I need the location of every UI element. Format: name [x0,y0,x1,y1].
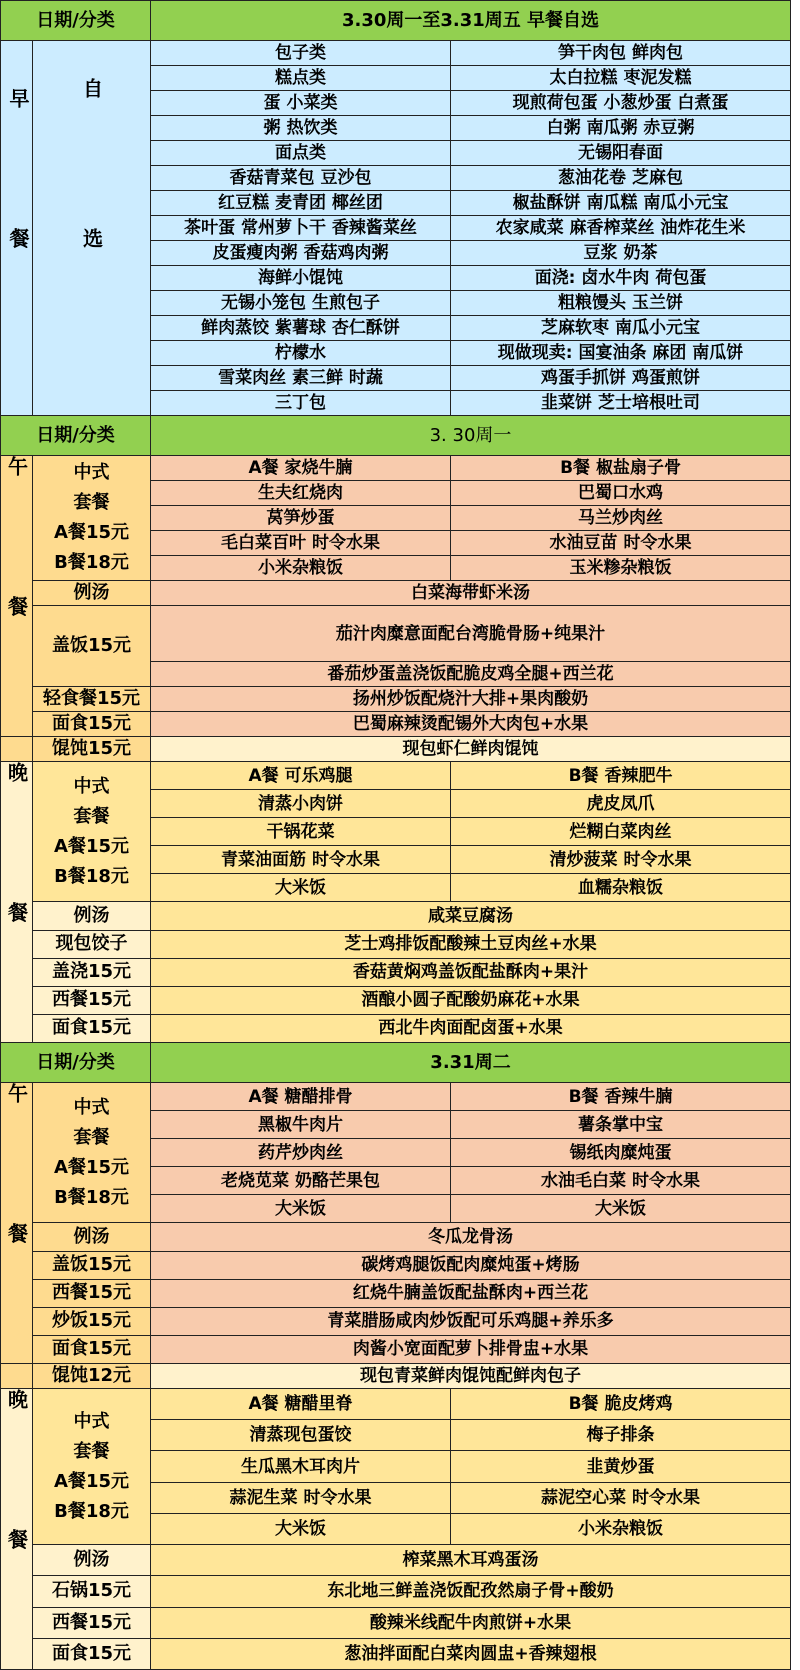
breakfast-item-left: 粥 热饮类 [151,116,451,141]
wonton-label: 馄饨15元 [33,737,151,762]
breakfast-item-left: 皮蛋瘦肉粥 香菇鸡肉粥 [151,241,451,266]
lunch-item-b: B餐 椒盐扇子骨 [451,456,791,481]
day2-lunch-side-text: 午餐 [4,1083,29,1363]
breakfast-side-label [1,41,33,416]
lunch-item-a: 老烧苋菜 奶酪芒果包 [151,1167,451,1195]
day1-dinner-extra-row [1,958,791,986]
day1-lunch-extra-row [1,687,791,712]
breakfast-item-left: 鲜肉蒸饺 紫薯球 杏仁酥饼 [151,316,451,341]
extra-item: 榨菜黑木耳鸡蛋汤 [151,1545,791,1576]
set-label-line: 套餐 [73,1126,110,1148]
header-label: 日期/分类 [1,1,151,41]
breakfast-item-right: 椒盐酥饼 南瓜糕 南瓜小元宝 [451,191,791,216]
lunch-item-a: 毛白菜百叶 时令水果 [151,531,451,556]
breakfast-item-right: 无锡阳春面 [451,141,791,166]
extra-label: 面食15元 [33,1014,151,1042]
lunch-item-a: 药芹炒肉丝 [151,1139,451,1167]
day1-dinner-extra-row [1,930,791,958]
set-label-line: B餐18元 [54,1186,129,1208]
breakfast-category-label [33,41,151,416]
day2-dinner-set-label [33,1389,151,1545]
set-label-line: B餐18元 [54,865,129,887]
breakfast-header-row [1,1,791,41]
dinner-item-a: A餐 可乐鸡腿 [151,762,451,790]
breakfast-item-right: 芝麻软枣 南瓜小元宝 [451,316,791,341]
set-label-line: A餐15元 [54,835,129,857]
day2-lunch-extra-row [1,1307,791,1335]
breakfast-item-right: 笋干肉包 鲜肉包 [451,41,791,66]
lunch-item-a: 莴笋炒蛋 [151,506,451,531]
breakfast-item-right: 鸡蛋手抓饼 鸡蛋煎饼 [451,366,791,391]
day2-lunch-set-label [33,1083,151,1223]
day1-lunch-set-row [1,456,791,481]
dinner-item-b: 虎皮凤爪 [451,790,791,818]
wonton-item: 现包虾仁鲜肉馄饨 [151,737,791,762]
set-label-line: A餐15元 [54,522,129,543]
day2-header-row [1,1043,791,1083]
soup-label: 例汤 [33,581,151,606]
dinner-item-b: B餐 脆皮烤鸡 [451,1389,791,1420]
header-label: 日期/分类 [1,1043,151,1083]
set-label-line: 套餐 [73,1440,110,1462]
day2-dinner-side-label [1,1389,33,1670]
dinner-item-a: 大米饭 [151,874,451,902]
extra-label: 例汤 [33,1545,151,1576]
extra-item: 扬州炒饭配烧汁大排+果肉酸奶 [151,687,791,712]
day1-dinner-set-row [1,762,791,790]
dinner-item-a: 大米饭 [151,1513,451,1544]
dinner-item-a: A餐 糖醋里脊 [151,1389,451,1420]
dinner-item-b: 梅子排条 [451,1420,791,1451]
day2-dinner-extra-row [1,1545,791,1576]
extra-item: 红烧牛腩盖饭配盐酥肉+西兰花 [151,1279,791,1307]
breakfast-item-left: 包子类 [151,41,451,66]
extra-label: 西餐15元 [33,1279,151,1307]
day1-wonton-row [1,737,791,762]
extra-label: 轻食餐15元 [33,687,151,712]
set-label-line: A餐15元 [54,1470,129,1492]
day1-lunch-side-text: 午餐 [4,456,29,736]
breakfast-item-right: 现煎荷包蛋 小葱炒蛋 白煮蛋 [451,91,791,116]
header-label: 日期/分类 [1,416,151,456]
breakfast-item-left: 香菇青菜包 豆沙包 [151,166,451,191]
day2-dinner-extra-row [1,1607,791,1638]
dinner-item-a: 青菜油面筋 时令水果 [151,846,451,874]
extra-item: 冬瓜龙骨汤 [151,1223,791,1251]
set-label-line: B餐18元 [54,552,129,573]
day2-wonton-row [1,1364,791,1389]
day1-dinner-extra-row [1,902,791,930]
breakfast-row [1,41,791,66]
wonton-item: 现包青菜鲜肉馄饨配鲜肉包子 [151,1364,791,1389]
day1-lunch-extra-row [1,712,791,737]
extra-label: 面食15元 [33,1638,151,1669]
extra-item: 酒酿小圆子配酸奶麻花+水果 [151,986,791,1014]
breakfast-item-left: 红豆糕 麦青团 椰丝团 [151,191,451,216]
extra-item: 酸辣米线配牛肉煎饼+水果 [151,1607,791,1638]
breakfast-item-left: 无锡小笼包 生煎包子 [151,291,451,316]
set-label-line: 套餐 [73,805,110,827]
set-label-line: 中式 [73,775,110,797]
extra-item: 巴蜀麻辣烫配锡外大肉包+水果 [151,712,791,737]
breakfast-item-left: 蛋 小菜类 [151,91,451,116]
breakfast-item-left: 糕点类 [151,66,451,91]
set-label-line: 套餐 [73,492,110,513]
breakfast-item-right: 豆浆 奶茶 [451,241,791,266]
extra-item: 香菇黄焖鸡盖饭配盐酥肉+果汁 [151,958,791,986]
breakfast-item-left: 面点类 [151,141,451,166]
rice-item: 番茄炒蛋盖浇饭配脆皮鸡全腿+西兰花 [151,662,791,687]
extra-label: 例汤 [33,1223,151,1251]
day2-lunch-extra-row [1,1279,791,1307]
lunch-item-a: A餐 糖醋排骨 [151,1083,451,1111]
lunch-item-a: 生夫红烧肉 [151,481,451,506]
breakfast-item-left: 三丁包 [151,391,451,416]
day2-dinner-extra-row [1,1576,791,1607]
dinner-item-b: 韭黄炒蛋 [451,1451,791,1482]
lunch-item-b: 水油毛白菜 时令水果 [451,1167,791,1195]
day1-lunch-rice-row [1,606,791,662]
extra-label: 炒饭15元 [33,1307,151,1335]
breakfast-item-right: 粗粮馒头 玉兰饼 [451,291,791,316]
spacer-cell [1,1364,33,1389]
rice-item: 茄汁肉糜意面配台湾脆骨肠+纯果汁 [151,606,791,662]
day1-dinner-extra-row [1,986,791,1014]
day2-dinner-extra-row [1,1638,791,1669]
breakfast-item-left: 海鲜小馄饨 [151,266,451,291]
soup-item: 白菜海带虾米汤 [151,581,791,606]
dinner-item-a: 清蒸小肉饼 [151,790,451,818]
extra-item: 咸菜豆腐汤 [151,902,791,930]
day1-lunch-side-label [1,456,33,737]
extra-label: 面食15元 [33,712,151,737]
day2-lunch-extra-row [1,1335,791,1363]
set-label-line: B餐18元 [54,1500,129,1522]
set-label-line: 中式 [73,1096,110,1118]
dinner-item-b: B餐 香辣肥牛 [451,762,791,790]
dinner-item-a: 清蒸现包蛋饺 [151,1420,451,1451]
extra-item: 芝士鸡排饭配酸辣土豆肉丝+水果 [151,930,791,958]
day2-date: 3.31周二 [151,1043,791,1083]
lunch-item-a: A餐 家烧牛腩 [151,456,451,481]
extra-label: 盖浇15元 [33,958,151,986]
extra-label: 盖饭15元 [33,1251,151,1279]
dinner-item-a: 生瓜黑木耳肉片 [151,1451,451,1482]
dinner-item-b: 小米杂粮饭 [451,1513,791,1544]
breakfast-item-right: 韭菜饼 芝士培根吐司 [451,391,791,416]
breakfast-title: 3.30周一至3.31周五 早餐自选 [151,1,791,41]
lunch-item-b: B餐 香辣牛腩 [451,1083,791,1111]
dinner-item-b: 血糯杂粮饭 [451,874,791,902]
extra-label: 西餐15元 [33,1607,151,1638]
breakfast-item-left: 茶叶蛋 常州萝卜干 香辣酱菜丝 [151,216,451,241]
breakfast-item-right: 葱油花卷 芝麻包 [451,166,791,191]
extra-item: 碳烤鸡腿饭配肉糜炖蛋+烤肠 [151,1251,791,1279]
dinner-item-b: 蒜泥空心菜 时令水果 [451,1482,791,1513]
lunch-item-a: 大米饭 [151,1195,451,1223]
dinner-item-a: 干锅花菜 [151,818,451,846]
set-label-line: A餐15元 [54,1156,129,1178]
day2-lunch-set-row [1,1083,791,1111]
lunch-item-a: 黑椒牛肉片 [151,1111,451,1139]
extra-item: 青菜腊肠咸肉炒饭配可乐鸡腿+养乐多 [151,1307,791,1335]
breakfast-category-text: 自选 [79,78,104,378]
day2-dinner-set-row [1,1389,791,1420]
breakfast-item-left: 柠檬水 [151,341,451,366]
breakfast-item-right: 面浇: 卤水牛肉 荷包蛋 [451,266,791,291]
extra-label: 面食15元 [33,1335,151,1363]
extra-label: 例汤 [33,902,151,930]
lunch-item-b: 玉米糁杂粮饭 [451,556,791,581]
lunch-item-b: 大米饭 [451,1195,791,1223]
extra-item: 东北地三鲜盖浇饭配孜然扇子骨+酸奶 [151,1576,791,1607]
lunch-item-a: 小米杂粮饭 [151,556,451,581]
day1-lunch-soup-row [1,581,791,606]
set-label-line: 中式 [73,462,110,483]
day1-dinner-side-text: 晚餐 [4,762,29,1042]
lunch-item-b: 锡纸肉糜炖蛋 [451,1139,791,1167]
day1-dinner-side-label [1,762,33,1043]
day1-header-row [1,416,791,456]
set-label-line: 中式 [73,1410,110,1432]
dinner-item-b: 烂糊白菜肉丝 [451,818,791,846]
extra-label: 西餐15元 [33,986,151,1014]
day2-lunch-extra-row [1,1251,791,1279]
day1-lunch-set-label [33,456,151,581]
breakfast-item-right: 农家咸菜 麻香榨菜丝 油炸花生米 [451,216,791,241]
day1-date: 3. 30周一 [151,416,791,456]
day1-dinner-set-label [33,762,151,902]
breakfast-item-right: 太白拉糕 枣泥发糕 [451,66,791,91]
extra-item: 西北牛肉面配卤蛋+水果 [151,1014,791,1042]
day2-lunch-extra-row [1,1223,791,1251]
breakfast-side-text: 早餐 [6,88,30,368]
lunch-item-b: 巴蜀口水鸡 [451,481,791,506]
lunch-item-b: 水油豆苗 时令水果 [451,531,791,556]
extra-item: 葱油拌面配白菜肉圆盅+香辣翅根 [151,1638,791,1669]
day2-dinner-side-text: 晚餐 [4,1389,29,1669]
breakfast-item-right: 白粥 南瓜粥 赤豆粥 [451,116,791,141]
extra-label: 现包饺子 [33,930,151,958]
lunch-item-b: 薯条掌中宝 [451,1111,791,1139]
extra-label: 石锅15元 [33,1576,151,1607]
rice-label: 盖饭15元 [33,606,151,687]
breakfast-item-right: 现做现卖: 国宴油条 麻团 南瓜饼 [451,341,791,366]
dinner-item-a: 蒜泥生菜 时令水果 [151,1482,451,1513]
day1-dinner-extra-row [1,1014,791,1042]
day2-lunch-side-label [1,1083,33,1364]
spacer-cell [1,737,33,762]
extra-item: 肉酱小宽面配萝卜排骨盅+水果 [151,1335,791,1363]
breakfast-item-left: 雪菜肉丝 素三鲜 时蔬 [151,366,451,391]
wonton-label: 馄饨12元 [33,1364,151,1389]
dinner-item-b: 清炒菠菜 时令水果 [451,846,791,874]
lunch-item-b: 马兰炒肉丝 [451,506,791,531]
